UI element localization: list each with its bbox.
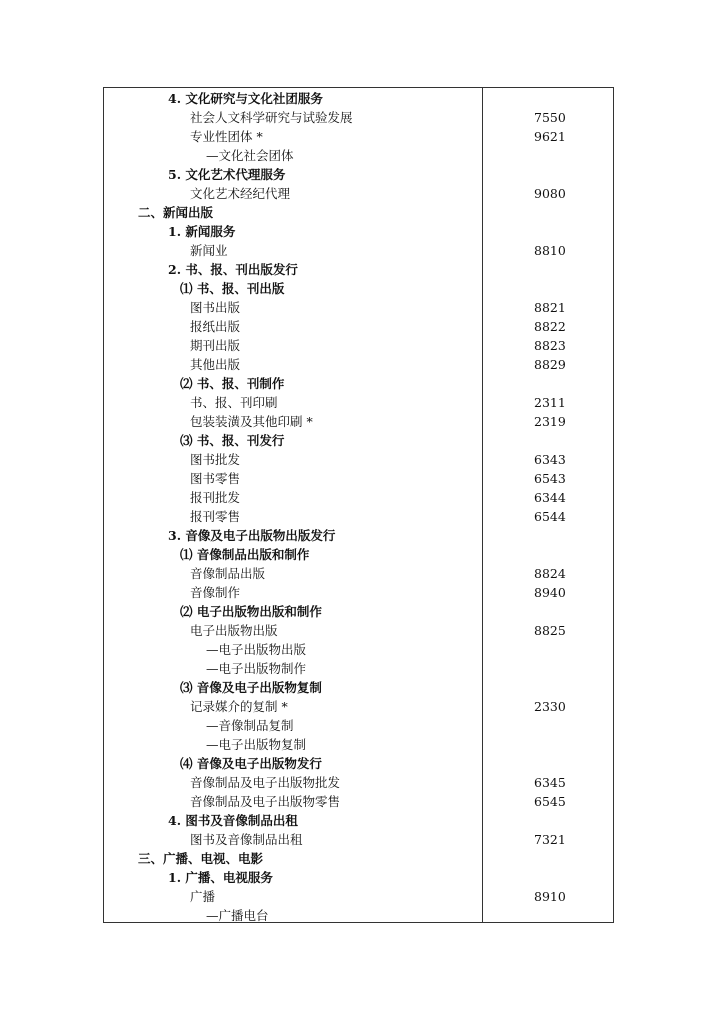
category-heading: ⑵ 电子出版物出版和制作 (180, 604, 322, 619)
category-heading: ⑵ 书、报、刊制作 (180, 376, 285, 391)
table-row (104, 621, 613, 640)
industry-code: 8821 (534, 300, 566, 315)
table-row (104, 735, 613, 754)
table-row (104, 564, 613, 583)
category-heading: 1. 新闻服务 (168, 224, 236, 239)
table-row (104, 811, 613, 830)
category-heading: ⑴ 书、报、刊出版 (180, 281, 285, 296)
industry-label: —电子出版物出版 (206, 642, 307, 657)
industry-code: 9621 (534, 129, 566, 144)
industry-code: 6344 (534, 490, 566, 505)
industry-label: 音像制品及电子出版物零售 (190, 794, 341, 809)
table-row (104, 640, 613, 659)
table-row (104, 127, 613, 146)
industry-label: 电子出版物出版 (190, 623, 278, 638)
industry-code: 8910 (534, 889, 566, 904)
category-heading: 三、广播、电视、电影 (138, 851, 264, 866)
industry-code: 8810 (534, 243, 566, 258)
table-row (104, 431, 613, 450)
table-row (104, 374, 613, 393)
category-heading: 2. 书、报、刊出版发行 (168, 262, 298, 277)
industry-label: 包装装潢及其他印刷 * (190, 414, 313, 429)
table-row (104, 393, 613, 412)
category-heading: ⑴ 音像制品出版和制作 (180, 547, 310, 562)
table-row (104, 659, 613, 678)
industry-label: 报刊零售 (190, 509, 241, 524)
table-row (104, 697, 613, 716)
table-row (104, 165, 613, 184)
industry-code: 6343 (534, 452, 566, 467)
industry-label: 音像制品及电子出版物批发 (190, 775, 341, 790)
table-row (104, 906, 613, 925)
table-rows (104, 89, 613, 925)
table-row (104, 260, 613, 279)
table-row (104, 678, 613, 697)
category-heading: 4. 图书及音像制品出租 (168, 813, 298, 828)
category-heading: ⑶ 音像及电子出版物复制 (180, 680, 322, 695)
table-row (104, 507, 613, 526)
industry-code: 7321 (534, 832, 566, 847)
table-row (104, 583, 613, 602)
category-heading: ⑷ 音像及电子出版物发行 (180, 756, 322, 771)
industry-label: 图书出版 (190, 300, 241, 315)
table-row (104, 146, 613, 165)
industry-code: 8823 (534, 338, 566, 353)
table-row (104, 830, 613, 849)
category-heading: 二、新闻出版 (138, 205, 214, 220)
table-row (104, 526, 613, 545)
industry-label: 记录媒介的复制 * (190, 699, 288, 714)
industry-code: 8822 (534, 319, 566, 334)
industry-label: 专业性团体 * (190, 129, 263, 144)
table-row (104, 317, 613, 336)
industry-label: 期刊出版 (190, 338, 241, 353)
table-row (104, 89, 613, 108)
industry-code: 7550 (534, 110, 566, 125)
table-row (104, 298, 613, 317)
category-heading: 5. 文化艺术代理服务 (168, 167, 286, 182)
table-row (104, 754, 613, 773)
industry-code: 2319 (534, 414, 566, 429)
industry-label: 其他出版 (190, 357, 241, 372)
category-heading: 4. 文化研究与文化社团服务 (168, 91, 323, 106)
industry-label: 图书零售 (190, 471, 241, 486)
industry-label: 音像制作 (190, 585, 241, 600)
industry-label: 书、报、刊印刷 (190, 395, 278, 410)
table-row (104, 868, 613, 887)
table-row (104, 355, 613, 374)
category-heading: ⑶ 书、报、刊发行 (180, 433, 285, 448)
table-row (104, 792, 613, 811)
table-row (104, 184, 613, 203)
table-row (104, 412, 613, 431)
industry-code: 9080 (534, 186, 566, 201)
table-row (104, 279, 613, 298)
industry-label: —广播电台 (206, 908, 269, 923)
industry-label: 图书及音像制品出租 (190, 832, 303, 847)
category-heading: 3. 音像及电子出版物出版发行 (168, 528, 336, 543)
industry-label: —文化社会团体 (206, 148, 294, 163)
industry-code: 8825 (534, 623, 566, 638)
table-row (104, 773, 613, 792)
industry-code: 8940 (534, 585, 566, 600)
industry-label: 文化艺术经纪代理 (190, 186, 291, 201)
industry-label: 报纸出版 (190, 319, 241, 334)
table-row (104, 602, 613, 621)
industry-code: 2330 (534, 699, 566, 714)
industry-label: 社会人文科学研究与试验发展 (190, 110, 353, 125)
table-row (104, 887, 613, 906)
table-row (104, 108, 613, 127)
industry-code: 6345 (534, 775, 566, 790)
table-row (104, 450, 613, 469)
table-row (104, 545, 613, 564)
industry-label: 报刊批发 (190, 490, 241, 505)
table-row (104, 849, 613, 868)
classification-table (103, 87, 614, 923)
industry-label: 图书批发 (190, 452, 241, 467)
industry-label: 广播 (190, 889, 216, 904)
industry-label: 新闻业 (190, 243, 228, 258)
industry-code: 6544 (534, 509, 566, 524)
industry-code: 2311 (534, 395, 566, 410)
industry-label: —电子出版物制作 (206, 661, 307, 676)
industry-label: 音像制品出版 (190, 566, 266, 581)
industry-code: 8824 (534, 566, 566, 581)
industry-label: —电子出版物复制 (206, 737, 307, 752)
industry-code: 6543 (534, 471, 566, 486)
table-row (104, 241, 613, 260)
industry-code: 6545 (534, 794, 566, 809)
industry-code: 8829 (534, 357, 566, 372)
table-row (104, 469, 613, 488)
table-row (104, 336, 613, 355)
table-row (104, 203, 613, 222)
table-row (104, 222, 613, 241)
table-row (104, 716, 613, 735)
table-row (104, 488, 613, 507)
industry-label: —音像制品复制 (206, 718, 294, 733)
category-heading: 1. 广播、电视服务 (168, 870, 273, 885)
